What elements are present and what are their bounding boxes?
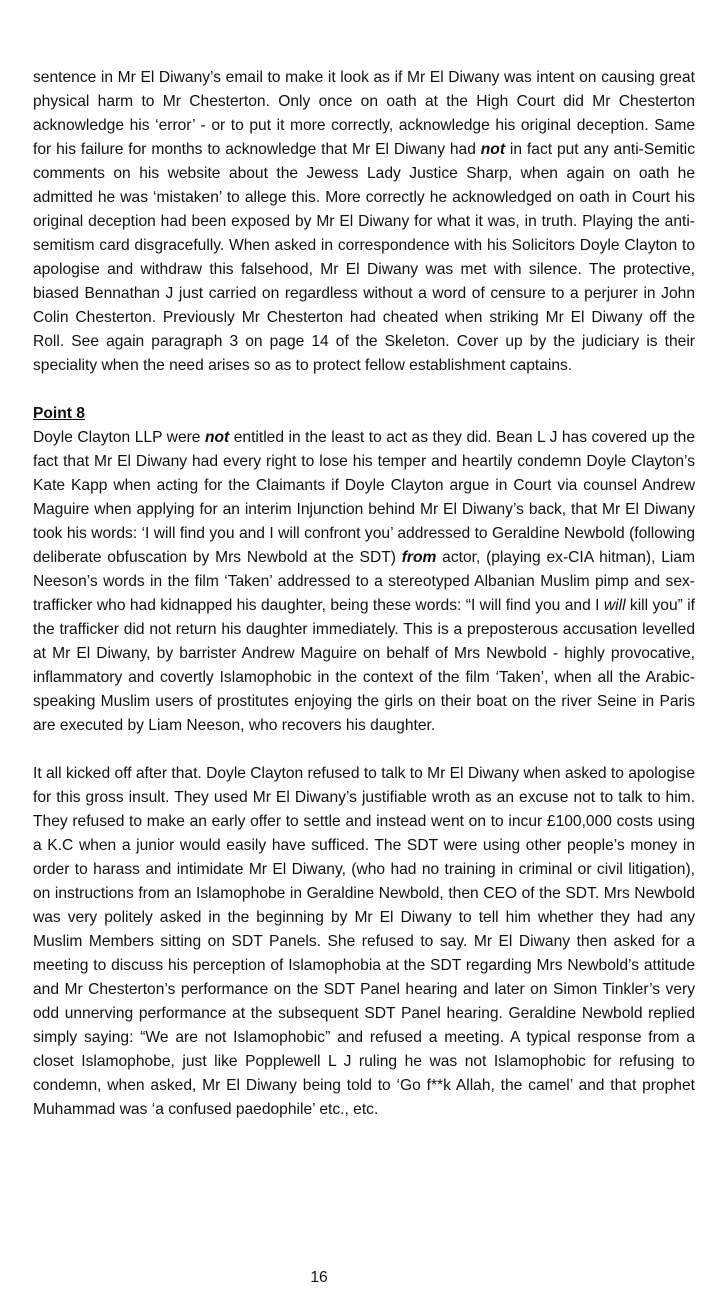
- emphasis-not: not: [204, 429, 230, 446]
- page-number: 16: [310, 1269, 328, 1286]
- document-body: [33, 66, 695, 1122]
- emphasis-not: not: [480, 141, 506, 158]
- paragraph-spacer: [33, 378, 695, 402]
- emphasis-from: from: [401, 549, 437, 566]
- paragraph-kicked-off: It all kicked off after that. Doyle Clayton refused to talk to Mr El Diwany when asked to apologise for this gross insult. They used Mr El Diwany’s justifiable wroth as an excuse not to talk to him. They refused to make an early offer to settle and instead went on to incur £100,000 costs using a K.C when a junior would easily have sufficed. The SDT were using other people’s money in order to harass and intimidate Mr El Diwany, (who had no training in criminal or civil litigation), on instructions from an Islamophobe in Geraldine Newbold, then CEO of the SDT. Mrs Newbold was very politely asked in the beginning by Mr El Diwany to tell him whether they had any Muslim Members sitting on SDT Panels. She refused to say. Mr El Diwany then asked for a meeting to discuss his perception of Islamophobia at the SDT regarding Mrs Newbold’s attitude and Mr Chesterton’s performance on the SDT Panel hearing and later on Simon Tinkler’s very odd unnerving performance at the subsequent SDT Panel hearing. Geraldine Newbold replied simply saying: “We are not Islamophobic” and refused a meeting. A typical response from a closet Islamophobe, just like Popplewell L J ruling he was not Islamophobic for refusing to condemn, when asked, Mr El Diwany being told to ‘Go f**k Allah, the camel’ and that prophet Muhammad was ‘a confused paedophile’ etc., etc.: [33, 765, 695, 1118]
- section-heading-point-8: Point 8: [33, 405, 85, 422]
- paragraph-chesterton-deception: sentence in Mr El Diwany’s email to make it look as if Mr El Diwany was intent on causing great physical harm to Mr Chesterton. Only once on oath at the High Court did Mr Chesterton acknowledge his ‘error’ - or to put it more correctly, acknowledge his original deception. Same for his failure for months to acknowledge that Mr El Diwany had not in fact put any anti-Semitic comments on his website about the Jewess Lady Justice Sharp, when again on oath he admitted he was ‘mistaken’ to allege this. More correctly he acknowledged on oath in Court his original deception had been exposed by Mr El Diwany for what it was, in truth. Playing the anti-semitism card disgracefully. When asked in correspondence with his Solicitors Doyle Clayton to apologise and withdraw this falsehood, Mr El Diwany was met with silence. The protective, biased Bennathan J just carried on regardless without a word of censure to a perjurer in John Colin Chesterton. Previously Mr Chesterton had cheated when striking Mr El Diwany off the Roll. See again paragraph 3 on page 14 of the Skeleton. Cover up by the judiciary is their speciality when the need arises so as to protect fellow establishment captains.: [33, 69, 695, 374]
- paragraph-doyle-clayton: Doyle Clayton LLP were not entitled in the least to act as they did. Bean L J has covered up the fact that Mr El Diwany had every right to lose his temper and heartily condemn Doyle Clayton’s Kate Kapp when acting for the Claimants if Doyle Clayton argue in Court via counsel Andrew Maguire when applying for an interim Injunction behind Mr El Diwany’s back, that Mr El Diwany took his words: ‘I will find you and I will confront you’ addressed to Geraldine Newbold (following deliberate obfuscation by Mrs Newbold at the SDT) from actor, (playing ex-CIA hitman), Liam Neeson’s words in the film ‘Taken’ addressed to a stereotyped Albanian Muslim pimp and sex-trafficker who had kidnapped his daughter, being these words: “I will find you and I will kill you” if the trafficker did not return his daughter immediately. This is a preposterous accusation levelled at Mr El Diwany, by barrister Andrew Maguire on behalf of Mrs Newbold - highly provocative, inflammatory and covertly Islamophobic in the context of the film ‘Taken’, when all the Arabic-speaking Muslim users of prostitutes enjoying the girls on their boat on the river Seine in Paris are executed by Liam Neeson, who recovers his daughter.: [33, 429, 696, 734]
- emphasis-will: will: [603, 597, 626, 614]
- paragraph-spacer: [33, 738, 695, 762]
